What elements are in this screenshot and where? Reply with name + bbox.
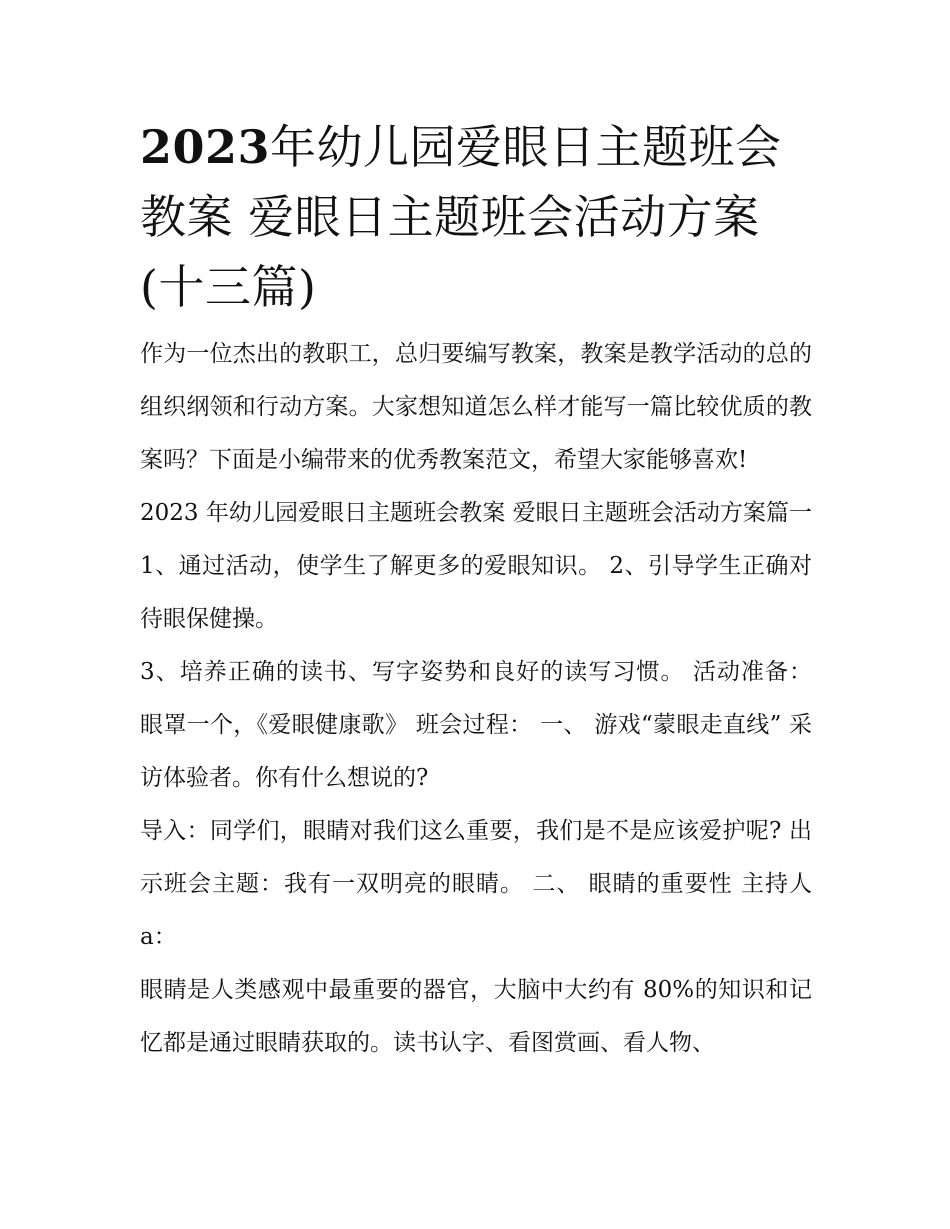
- title-year: 2023: [140, 120, 271, 174]
- body-paragraph-1: 2023 年幼儿园爱眼日主题班会教案 爱眼日主题班会活动方案篇一 1、通过活动，使学生了解更多的爱眼知识。 2、引导学生正确对待眼保健操。: [140, 500, 812, 632]
- document-title: [140, 112, 812, 322]
- intro-paragraph: 作为一位杰出的教职工，总归要编写教案，教案是教学活动的总的组织纲领和行动方案。大家想知道怎么样才能写一篇比较优质的教案吗？下面是小编带来的优秀教案范文，希望大家能够喜欢!: [140, 341, 812, 473]
- title-text: 年幼儿园爱眼日主题班会教案 爱眼日主题班会活动方案(十三篇): [140, 120, 782, 314]
- body-paragraph-2: 3、培养正确的读书、写字姿势和良好的读写习惯。 活动准备： 眼罩一个，《爱眼健康歌》 班会过程： 一、 游戏“蒙眼走直线” 采访体验者。你有什么想说的?: [140, 659, 812, 791]
- document-page: [140, 112, 812, 1070]
- body-paragraph-4: 眼睛是人类感观中最重要的器官，大脑中大约有 80%的知识和记忆都是通过眼睛获取的。读书认字、看图赏画、看人物、: [140, 977, 812, 1056]
- body-paragraph-3: 导入：同学们，眼睛对我们这么重要，我们是不是应该爱护呢? 出示班会主题：我有一双明亮的眼睛。 二、 眼睛的重要性 主持人 a：: [140, 818, 812, 950]
